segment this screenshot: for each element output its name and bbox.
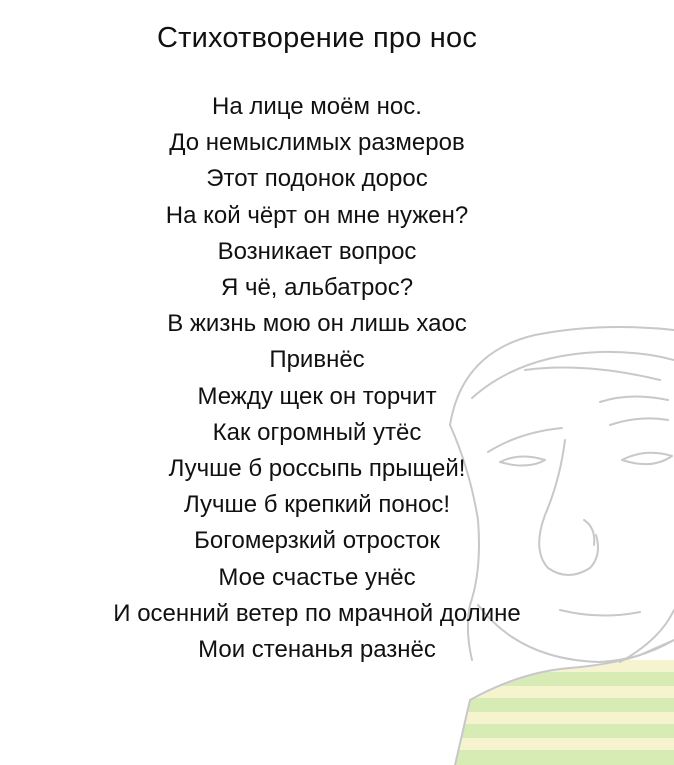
poem-line: Богомерзкий отросток [194, 527, 440, 555]
poem-line: Привнёс [269, 346, 365, 374]
poem-line: Лучше б россыпь прыщей! [168, 455, 466, 483]
poem-line: Лучше б крепкий понос! [184, 491, 450, 519]
poem-line: До немыслимых размеров [169, 129, 465, 157]
poem-line: На лице моём нос. [212, 93, 422, 120]
poem-line: Между щек он торчит [197, 382, 437, 410]
poem-line: В жизнь мою он лишь хаос [167, 310, 467, 338]
poem-line: И осенний ветер по мрачной долине [113, 599, 521, 627]
poem-line: Я чё, альбатрос? [220, 274, 414, 302]
poem-line: Мои стенанья разнёс [198, 636, 436, 664]
poem-line: Этот подонок дорос [206, 165, 428, 193]
poem-body [0, 89, 634, 668]
poem-title: Стихотворение про нос [156, 22, 478, 54]
poem-line: Как огромный утёс [212, 418, 422, 446]
poem-line: Мое счастье унёс [218, 563, 416, 591]
shirt-stripes [440, 660, 674, 765]
poem-line: Возникает вопрос [217, 237, 417, 265]
poem-line: На кой чёрт он мне нужен? [165, 201, 469, 229]
